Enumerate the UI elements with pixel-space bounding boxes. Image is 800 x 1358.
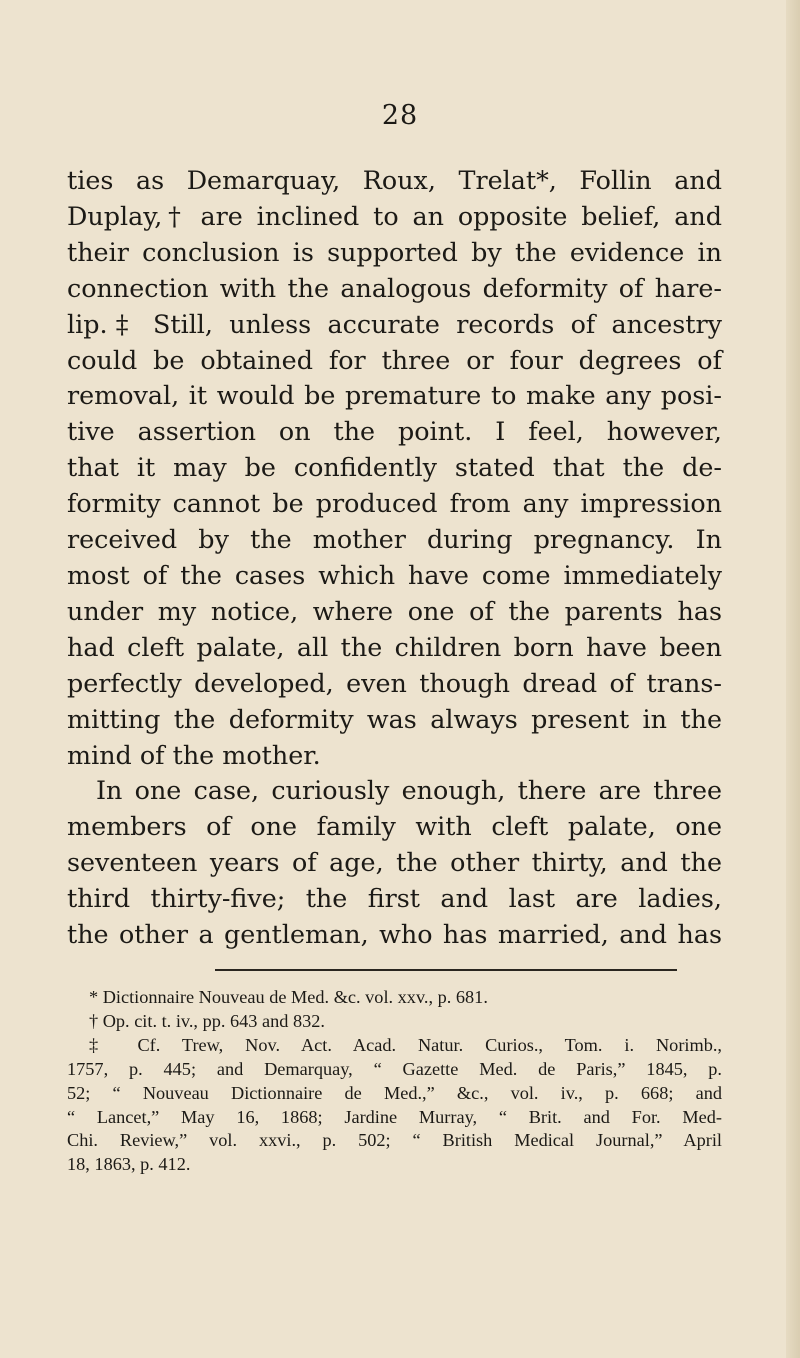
text-line: under my notice, where one of the parents has — [67, 595, 722, 626]
footnote-line: 18, 1863, p. 412. — [67, 1154, 191, 1175]
text-line: could be obtained for three or four degrees of — [67, 344, 722, 375]
text-line: Duplay,† are inclined to an opposite belief, and — [67, 200, 722, 231]
body-text — [67, 163, 722, 953]
footnote-line: Chi. Review,” vol. xxvi., p. 502; “ British Medical Journal,” April — [67, 1130, 722, 1151]
text-line: removal, it would be premature to make any posi- — [67, 380, 722, 411]
text-line: had cleft palate, all the children born have been — [67, 631, 722, 662]
text-line: ties as Demarquay, Roux, Trelat*, Follin and — [67, 165, 722, 195]
text-line: mind of the mother. — [67, 739, 321, 770]
text-line: formity cannot be produced from any impression — [67, 488, 722, 519]
page-edge — [786, 0, 800, 1358]
footnote-line: † Op. cit. t. iv., pp. 643 and 832. — [89, 1010, 325, 1031]
text-line: received by the mother during pregnancy. In — [67, 524, 722, 555]
footnote-line: “ Lancet,” May 16, 1868; Jardine Murray, “ Brit. and For. Med- — [67, 1106, 722, 1127]
footnotes — [67, 986, 722, 1177]
text-line: tive assertion on the point. I feel, however, — [67, 416, 722, 447]
text-line: lip.‡ Still, unless accurate records of ancestry — [67, 308, 722, 339]
text-line: connection with the analogous deformity of hare- — [67, 272, 722, 303]
footnote-divider — [215, 969, 677, 971]
text-line: third thirty-five; the first and last are ladies, — [67, 883, 722, 914]
text-line: members of one family with cleft palate, one — [67, 811, 722, 842]
text-line: their conclusion is supported by the evidence in — [67, 236, 722, 267]
text-line: that it may be confidently stated that the de- — [67, 452, 722, 483]
text-line: mitting the deformity was always present in the — [67, 703, 722, 734]
page-number: 28 — [381, 100, 419, 131]
text-line: most of the cases which have come immediately — [67, 559, 722, 590]
text-line: perfectly developed, even though dread of trans- — [67, 667, 722, 698]
footnote-line: * Dictionnaire Nouveau de Med. &c. vol. xxv., p. 681. — [89, 987, 488, 1007]
text-line: In one case, curiously enough, there are three — [96, 775, 722, 806]
footnote-line: 1757, p. 445; and Demarquay, “ Gazette Med. de Paris,” 1845, p. — [67, 1058, 722, 1079]
footnote-line: ‡ Cf. Trew, Nov. Act. Acad. Natur. Curios., Tom. i. Norimb., — [89, 1034, 722, 1055]
text-line: the other a gentleman, who has married, and has — [67, 919, 722, 950]
text-line: seventeen years of age, the other thirty, and the — [67, 847, 722, 878]
footnote-line: 52; “ Nouveau Dictionnaire de Med.,” &c., vol. iv., p. 668; and — [67, 1082, 722, 1103]
